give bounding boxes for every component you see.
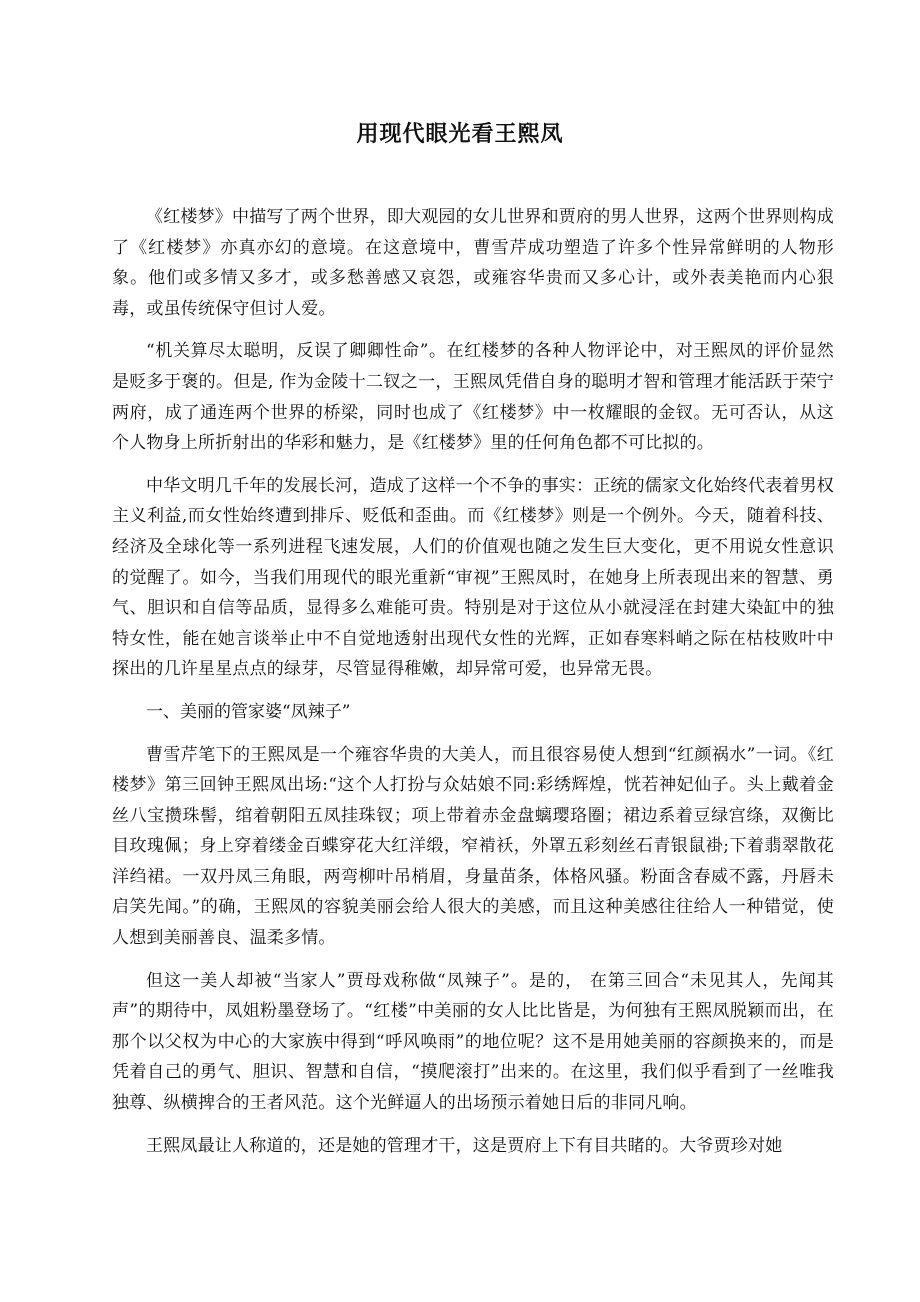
paragraph-3: 中华文明几千年的发展长河，造成了这样一个不争的事实：正统的儒家文化始终代表着男权主义利益,而女性始终遭到排斥、贬低和歪曲。而《红楼梦》则是一个例外。今天，随着科技、经济及全球化等一系列进程飞速发展，人们的价值观也随之发生巨大变化，更不用说女性意识的觉醒了。如今，当我们用现代的眼光重新“审视”王熙凤时，在她身上所表现出来的智慧、勇气、胆识和自信等品质，显得多么难能可贵。特别是对于这位从小就浸淫在封建大染缸中的独特女性，能在她言谈举止中不自觉地透射出现代女性的光辉，正如春寒料峭之际在枯枝败叶中探出的几许星星点点的绿芽，尽管显得稚嫩，却异常可爱，也异常无畏。 <box>112 475 834 680</box>
page-title: 用现代眼光看王熙凤 <box>356 122 564 147</box>
paragraph-5: 但这一美人却被“当家人”贾母戏称做“凤辣子”。是的， 在第三回合“未见其人，先闻其声”的期待中，凤姐粉墨登场了。“红楼”中美丽的女人比比皆是，为何独有王熙凤脱颖而出，在那个以父权为中心的大家族中得到“呼风唤雨”的地位呢？这不是用她美丽的容颜换来的，而是凭着自己的勇气、胆识、智慧和自信，“摸爬滚打”出来的。在这里，我们似乎看到了一丝唯我独尊、纵横捭合的王者风范。这个光鲜逼人的出场预示着她日后的非同凡响。 <box>112 970 834 1114</box>
paragraph-1: 《红楼梦》中描写了两个世界，即大观园的女儿世界和贾府的男人世界，这两个世界则构成了《红楼梦》亦真亦幻的意境。在这意境中，曹雪芹成功塑造了许多个性异常鲜明的人物形象。他们或多情又多才，或多愁善感又哀怨，或雍容华贵而又多心计，或外表美艳而内心狠毒，或虽传统保守但讨人爱。 <box>112 207 834 319</box>
section-heading: 一、美丽的管家婆“凤辣子” <box>146 701 351 722</box>
article-body <box>112 202 834 1173</box>
paragraph-6: 王熙凤最让人称道的，还是她的管理才干，这是贾府上下有目共睹的。大爷贾珍对她 <box>146 1135 783 1156</box>
paragraph-4: 曹雪芹笔下的王熙凤是一个雍容华贵的大美人，而且很容易使人想到“红颜祸水”一词。《红楼梦》第三回钟王熙凤出场:“这个人打扮与众姑娘不同:彩绣辉煌，恍若神妃仙子。头上戴着金丝八宝攒珠髻，绾着朝阳五凤挂珠钗；项上带着赤金盘螭璎珞圈；裙边系着豆绿宫绦，双衡比目玫瑰佩；身上穿着缕金百蝶穿花大红洋缎，窄褃袄，外罩五彩刻丝石青银鼠褂;下着翡翠散花洋绉裙。一双丹凤三角眼，两弯柳叶吊梢眉，身量苗条，体格风骚。粉面含春威不露，丹唇未启笑先闻。”的确，王熙凤的容貌美丽会给人很大的美感，而且这种美感往往给人一种错觉，使人想到美丽善良、温柔多情。 <box>112 744 834 949</box>
paragraph-2: “机关算尽太聪明，反误了卿卿性命”。在红楼梦的各种人物评论中，对王熙凤的评价显然是贬多于褒的。但是, 作为金陵十二钗之一，王熙凤凭借自身的聪明才智和管理才能活跃于荣宁两府，成了通连两个世界的桥梁，同时也成了《红楼梦》中一枚耀眼的金钗。无可否认，从这个人物身上所折射出的华彩和魅力，是《红楼梦》里的任何角色都不可比拟的。 <box>112 341 834 454</box>
